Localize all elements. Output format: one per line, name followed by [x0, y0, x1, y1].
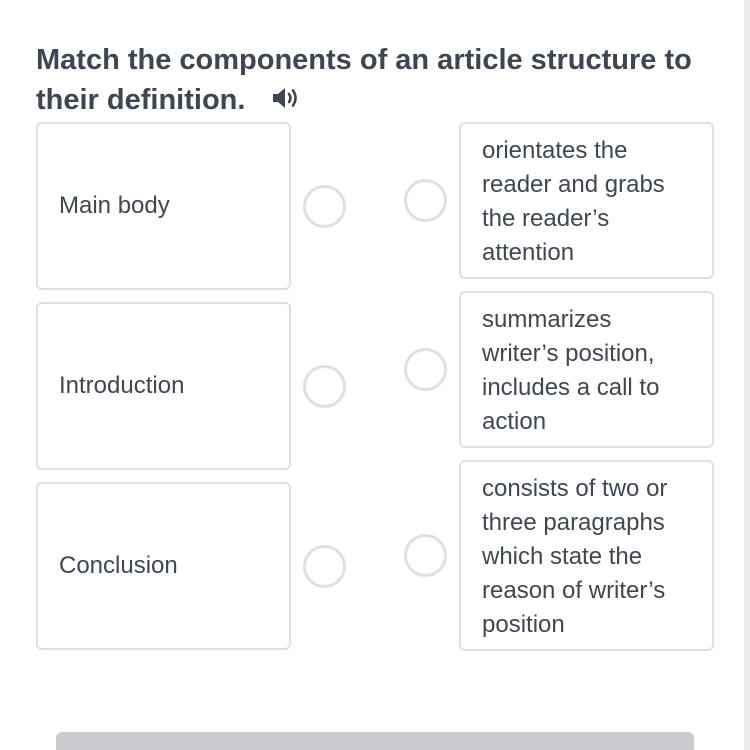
scrollbar-track	[744, 0, 750, 750]
question-prompt	[36, 40, 726, 120]
left-connector-radio[interactable]	[303, 545, 346, 588]
left-connector-radio[interactable]	[303, 185, 346, 228]
right-item-label: summarizes writer’s position, includes a call to action	[482, 306, 660, 435]
right-connector-radio[interactable]	[404, 534, 447, 577]
right-item-label: orientates the reader and grabs the reader’s attention	[482, 137, 665, 266]
submit-button[interactable]	[56, 732, 694, 750]
right-item-label: consists of two or three paragraphs which state the reason of writer’s position	[482, 475, 668, 638]
left-item-label: Main body	[59, 192, 170, 219]
right-item-definition-1[interactable]	[459, 122, 714, 279]
left-item-main-body[interactable]	[36, 122, 291, 290]
right-connector-radio[interactable]	[404, 348, 447, 391]
speaker-icon[interactable]	[271, 85, 301, 111]
left-item-introduction[interactable]	[36, 302, 291, 470]
left-item-label: Introduction	[59, 372, 185, 399]
right-item-definition-3[interactable]	[459, 460, 714, 651]
right-item-definition-2[interactable]	[459, 291, 714, 448]
question-text: Match the components of an article structure to their definition.	[36, 44, 692, 116]
left-connector-radio[interactable]	[303, 365, 346, 408]
left-item-conclusion[interactable]	[36, 482, 291, 650]
right-connector-radio[interactable]	[404, 179, 447, 222]
left-item-label: Conclusion	[59, 552, 178, 579]
